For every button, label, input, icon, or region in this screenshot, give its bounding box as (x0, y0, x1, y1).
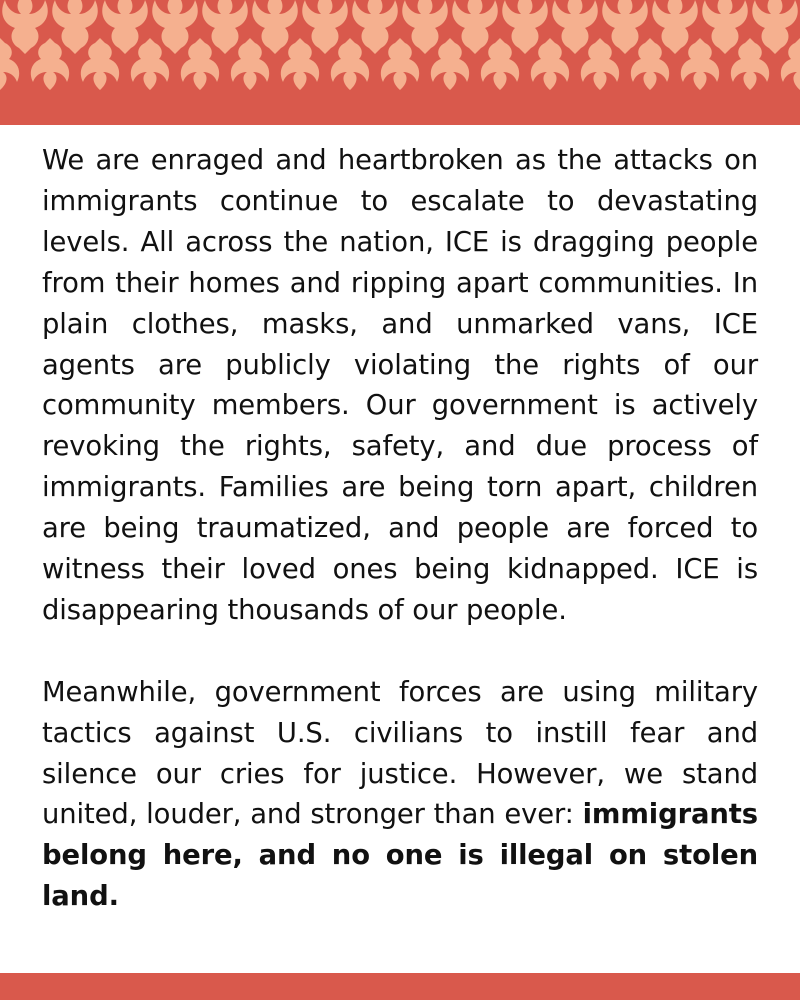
flame-floral-border-icon (0, 0, 800, 125)
bottom-border-band (0, 973, 800, 1000)
statement-body (42, 141, 758, 918)
top-banner (0, 0, 800, 125)
paragraph-1: We are enraged and heartbroken as the attacks on immigrants continue to escalate to devastating levels. All across the nation, ICE is dragging people from their homes and ripping apart communities. In plain clothes, masks, and unmarked vans, ICE agents are publicly violating the rights of our community members. Our government is actively revoking the rights, safety, and due process of immigrants. Families are being torn apart, children are being traumatized, and people are forced to witness their loved ones being kidnapped. ICE is disappearing thousands of our people. (42, 145, 758, 626)
closing-emphasis: immigrants belong here, and no one is illegal on stolen land. (42, 799, 758, 913)
paragraph-2 (42, 673, 758, 918)
paragraph-2-text: Meanwhile, government forces are using military tactics against U.S. civilians to instill fear and silence our cries for justice. However, we stand united, louder, and stronger than ever: (42, 676, 758, 831)
paragraph-spacer (42, 632, 758, 673)
